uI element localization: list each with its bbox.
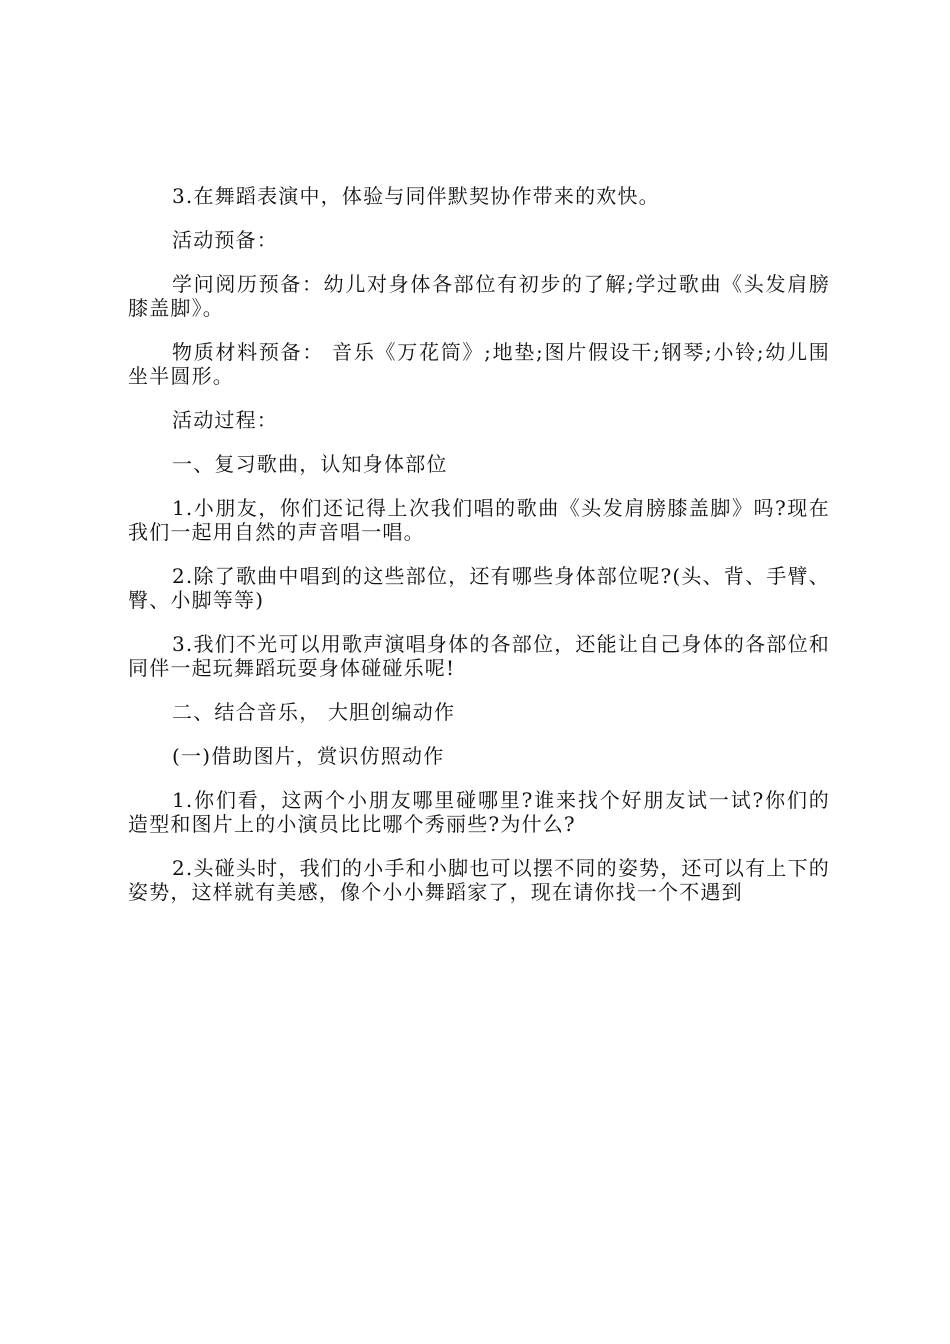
paragraph-subsection-one-step-1: 1.你们看，这两个小朋友哪里碰哪里?谁来找个好朋友试一试?你们的造型和图片上的小演员比比哪个秀丽些?为什么?	[128, 788, 830, 836]
paragraph-knowledge-preparation: 学问阅历预备：幼儿对身体各部位有初步的了解;学过歌曲《头发肩膀膝盖脚》。	[128, 272, 830, 320]
paragraph-subsection-one-step-2: 2.头碰头时，我们的小手和小脚也可以摆不同的姿势，还可以有上下的姿势，这样就有美感，像个小小舞蹈家了，现在请你找一个不遇到	[128, 856, 830, 904]
paragraph-section-one-step-3: 3.我们不光可以用歌声演唱身体的各部位，还能让自己身体的各部位和同伴一起玩舞蹈玩耍身体碰碰乐呢!	[128, 632, 830, 680]
paragraph-section-two-heading: 二、结合音乐， 大胆创编动作	[172, 700, 456, 724]
paragraph-section-one-heading: 一、复习歌曲，认知身体部位	[172, 452, 448, 476]
paragraph-process-heading: 活动过程：	[172, 408, 278, 432]
paragraph-preparation-heading: 活动预备：	[172, 228, 278, 252]
paragraph-subsection-one-heading: (一)借助图片，赏识仿照动作	[172, 744, 445, 768]
paragraph-section-one-step-1: 1.小朋友，你们还记得上次我们唱的歌曲《头发肩膀膝盖脚》吗?现在我们一起用自然的声音唱一唱。	[128, 496, 830, 544]
paragraph-goal-3: 3.在舞蹈表演中，体验与同伴默契协作带来的欢快。	[172, 184, 660, 208]
document-body	[128, 184, 830, 904]
paragraph-material-preparation: 物质材料预备： 音乐《万花筒》;地垫;图片假设干;钢琴;小铃;幼儿围坐半圆形。	[128, 340, 830, 388]
paragraph-section-one-step-2: 2.除了歌曲中唱到的这些部位，还有哪些身体部位呢?(头、背、手臂、臀、小脚等等)	[128, 564, 830, 612]
